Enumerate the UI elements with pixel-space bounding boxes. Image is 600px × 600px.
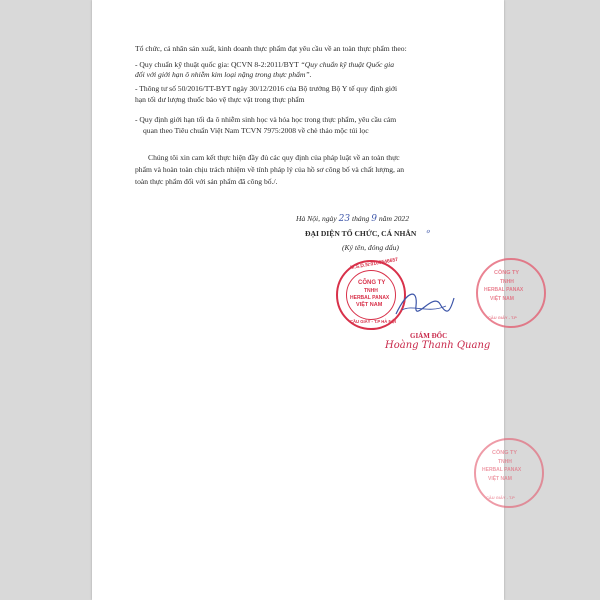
date-month-word: tháng bbox=[351, 214, 370, 223]
stamp-watermark-upper bbox=[476, 258, 546, 328]
stamp-ring-bottom: CẦU GIẤY - T.P HÀ NỘI bbox=[350, 319, 396, 324]
bullet-qcvn bbox=[135, 60, 394, 70]
representative-title: ĐẠI DIỆN TỔ CHỨC, CÁ NHÂN bbox=[305, 229, 417, 238]
stamp-watermark-lower-line4: VIỆT NAM bbox=[488, 476, 512, 482]
commitment-line1: Chúng tôi xin cam kết thực hiện đầy đủ các quy định của pháp luật về an toàn thực bbox=[148, 153, 400, 162]
bullet-qcvn-italic-cont: đối với giới hạn ô nhiễm kim loại nặng trong thực phẩm”. bbox=[135, 70, 312, 79]
date-line bbox=[296, 214, 409, 224]
stamp-line1: CÔNG TY bbox=[358, 280, 386, 286]
stamp-watermark-lower-ring: CẦU GIẤY - T.P bbox=[486, 495, 515, 500]
director-title: GIÁM ĐỐC bbox=[410, 332, 448, 340]
stamp-watermark-upper-line2: TNHH bbox=[500, 279, 514, 285]
stamp-ring-top: M.S.D.N:0109546657 bbox=[349, 256, 399, 272]
bullet-qcvn-italic: “Quy chuẩn kỹ thuật Quốc gia bbox=[300, 60, 395, 69]
stamp-watermark-lower-line1: CÔNG TY bbox=[492, 450, 518, 456]
intro-text: Tổ chức, cá nhân sản xuất, kinh doanh thực phẩm đạt yêu cầu về an toàn thực phẩm theo: bbox=[135, 44, 407, 53]
stamp-watermark-upper-ring: CẦU GIẤY - T.P bbox=[488, 315, 517, 320]
stamp-line2: TNHH bbox=[364, 288, 378, 294]
stamp-watermark-lower-line3: HERBAL PANAX bbox=[482, 467, 522, 473]
stamp-watermark-upper-line1: CÔNG TY bbox=[494, 270, 520, 276]
signature-scribble bbox=[388, 284, 458, 324]
date-prefix: Hà Nội, ngày bbox=[296, 214, 337, 223]
stamp-watermark-lower bbox=[474, 438, 544, 508]
commitment-line3: toàn thực phẩm đối với sản phẩm đã công bố./. bbox=[135, 177, 278, 186]
date-year: năm 2022 bbox=[378, 214, 410, 223]
bullet-limits-line2: quan theo Tiêu chuẩn Việt Nam TCVN 7975:2008 về chè thảo mộc túi lọc bbox=[143, 126, 369, 135]
bullet-circular-line1: - Thông tư số 50/2016/TT-BYT ngày 30/12/2016 của Bộ trưởng Bộ Y tế quy định giới bbox=[135, 84, 398, 93]
stamp-watermark-lower-line2: TNHH bbox=[498, 459, 512, 465]
date-month: 9 bbox=[371, 214, 377, 224]
representative-note: (Ký tên, đóng dấu) bbox=[342, 243, 399, 252]
bullet-qcvn-prefix: - Quy chuẩn kỹ thuật quốc gia: QCVN 8-2:2011/BYT bbox=[135, 60, 299, 69]
stamp-watermark-upper-line3: HERBAL PANAX bbox=[484, 287, 524, 293]
stamp-line4: VIỆT NAM bbox=[356, 302, 383, 308]
date-day: 23 bbox=[338, 214, 351, 224]
commitment-line2: phẩm và hoàn toàn chịu trách nhiệm về tính pháp lý của hồ sơ công bố và chất lượng, an bbox=[135, 165, 404, 174]
stamp-line3: HERBAL PANAX bbox=[350, 295, 390, 301]
bullet-limits-line1: - Quy định giới hạn tối đa ô nhiễm sinh học và hóa học trong thực phẩm, yêu cầu cảm bbox=[135, 115, 397, 124]
stamp-watermark-upper-line4: VIỆT NAM bbox=[490, 296, 514, 302]
handwritten-mark: ℴ bbox=[426, 226, 430, 235]
director-name: Hoàng Thanh Quang bbox=[385, 340, 491, 351]
bullet-circular-line2: hạn tối dư lượng thuốc bảo vệ thực vật trong thực phẩm bbox=[135, 95, 305, 104]
